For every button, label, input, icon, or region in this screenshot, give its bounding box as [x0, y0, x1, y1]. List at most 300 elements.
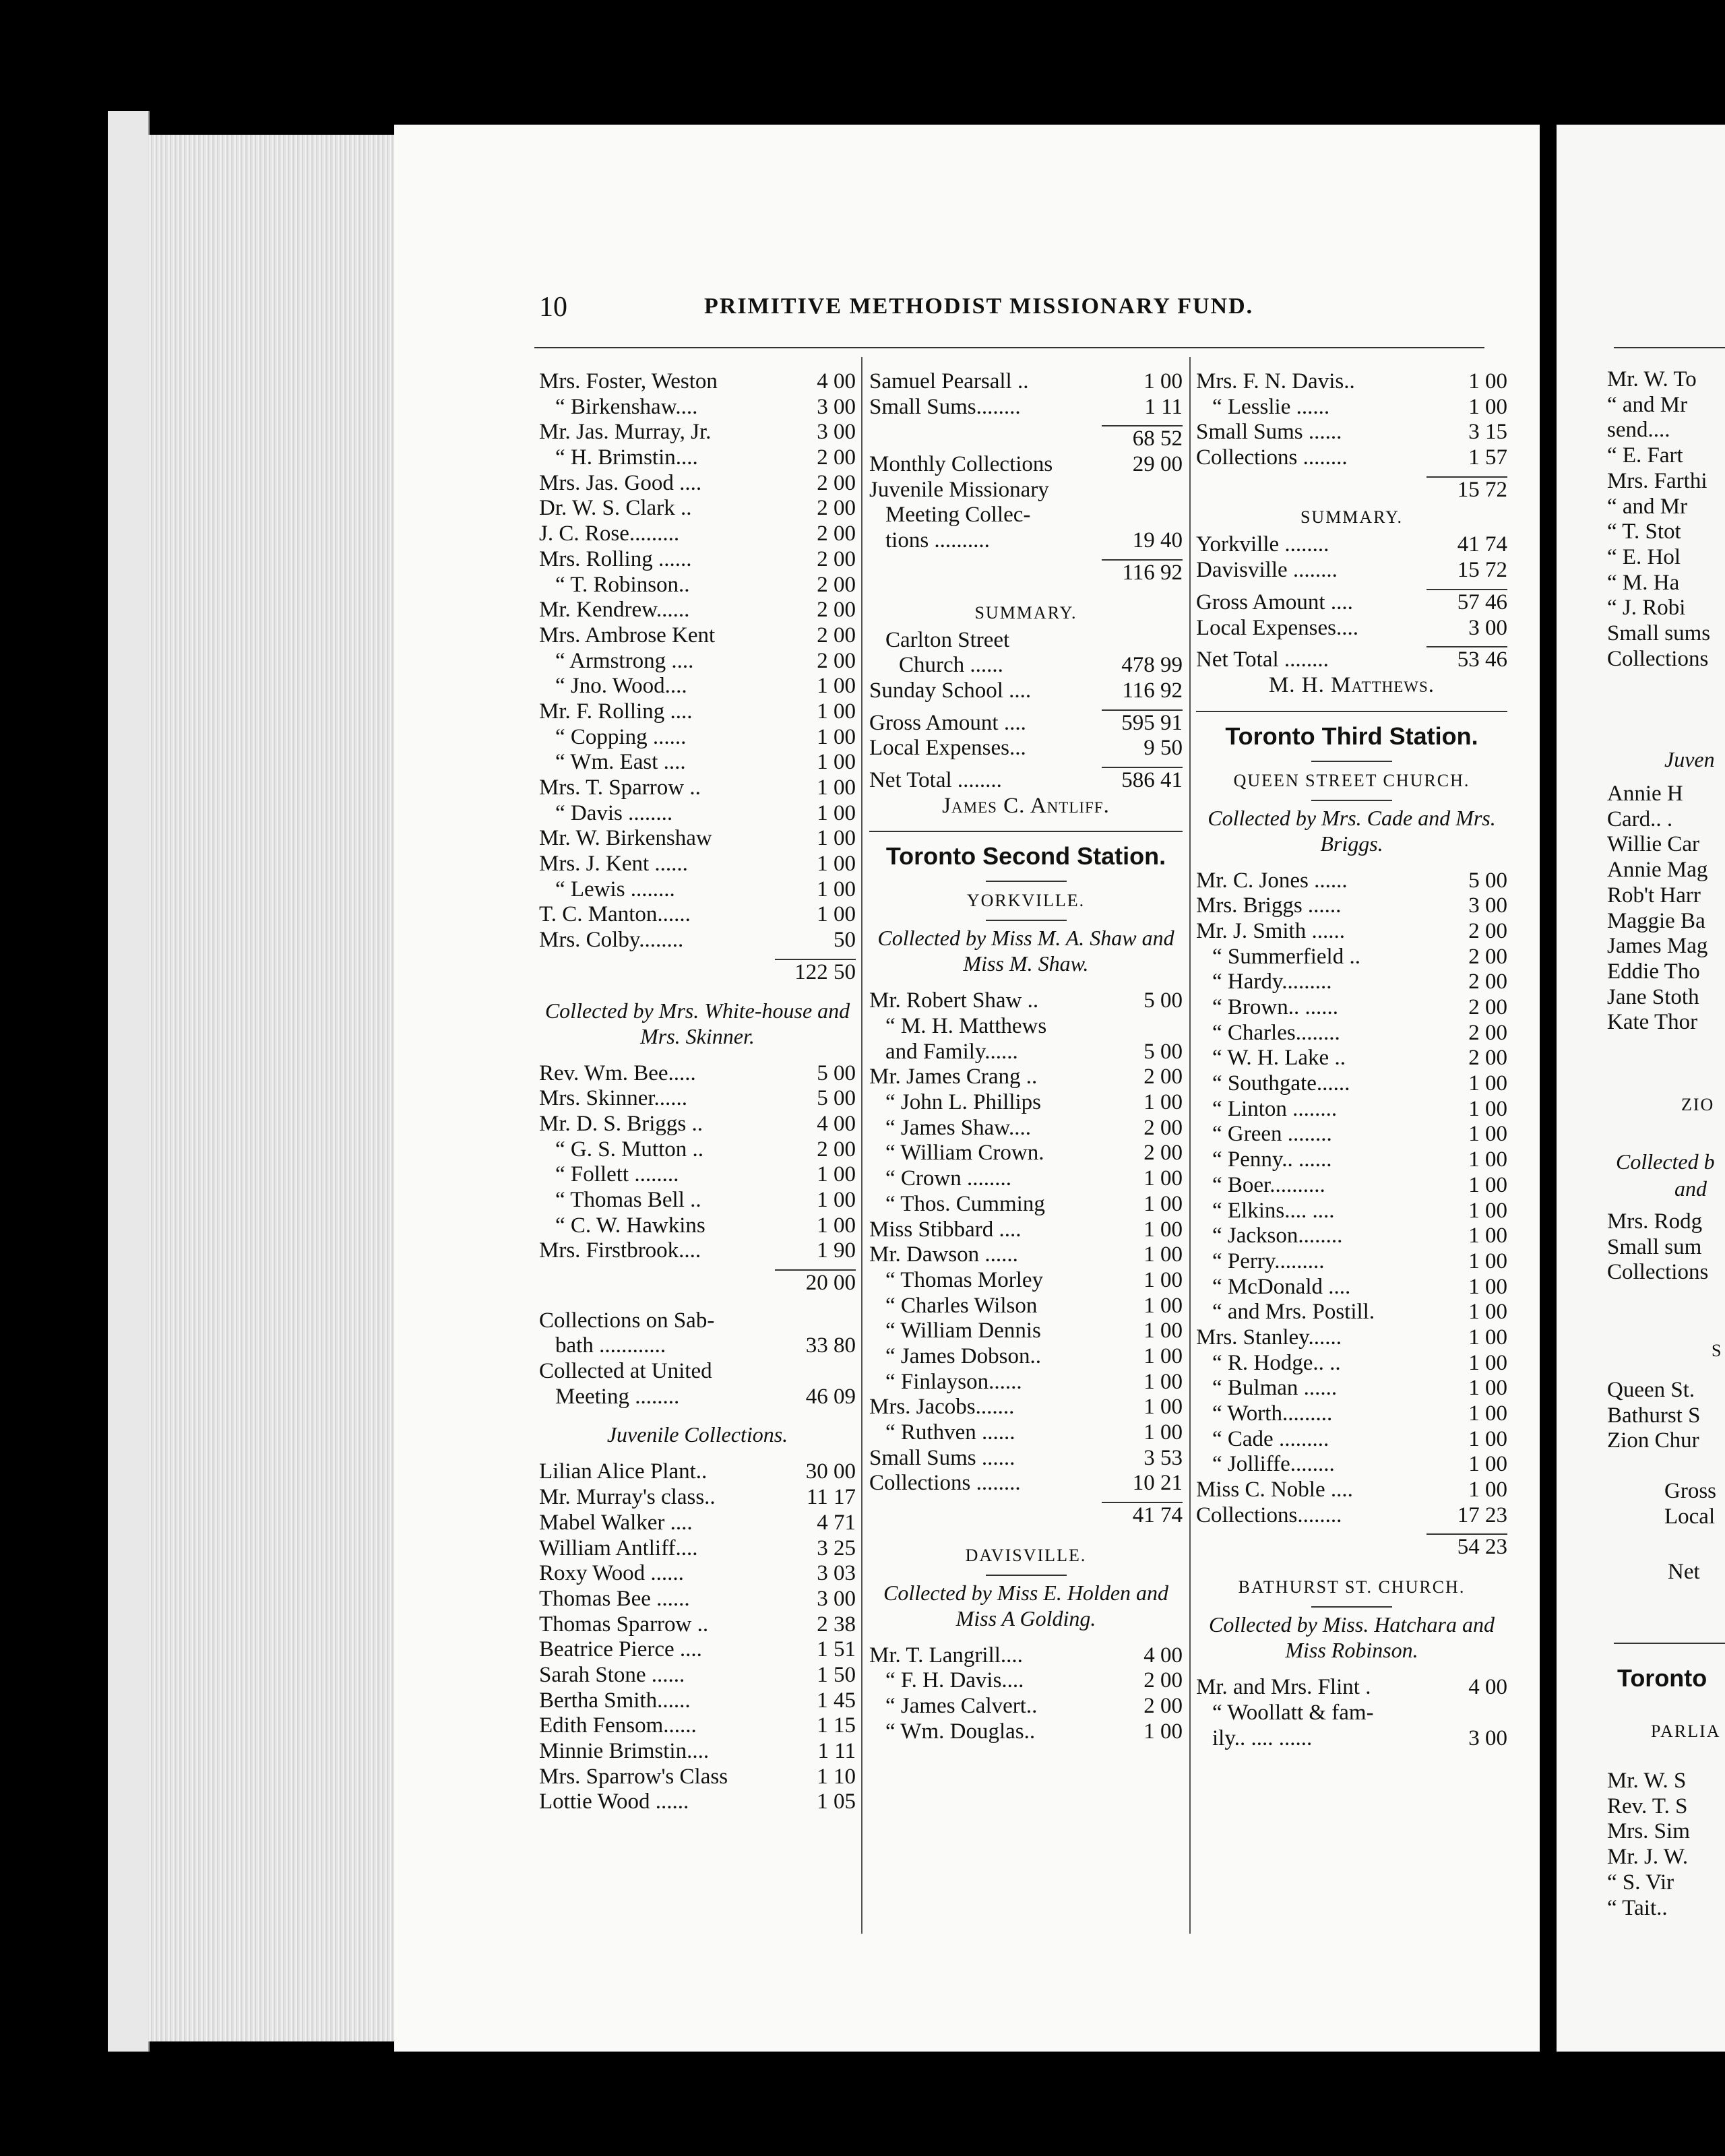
ledger-amount: 1 11 [1144, 394, 1183, 419]
ledger-name: Sarah Stone ...... [539, 1662, 685, 1687]
ledger-row [539, 445, 856, 471]
column-1 [539, 369, 856, 1815]
ledger-name: Mr. James Crang .. [869, 1065, 1038, 1089]
ledger-row [1196, 1478, 1507, 1503]
ledger-amount: 1 00 [1143, 1369, 1183, 1394]
ledger-amount: 3 00 [1468, 1725, 1507, 1750]
ledger-name: Miss Stibbard .... [869, 1217, 1022, 1242]
ledger-row [539, 1308, 856, 1334]
ledger-row [869, 653, 1183, 678]
station-heading: Toronto [1617, 1664, 1707, 1692]
ledger-name: “ Southgate...... [1212, 1071, 1350, 1096]
ledger-amount: 2 00 [817, 623, 856, 647]
ledger-name: “ Ruthven ...... [885, 1420, 1015, 1445]
ledger-row [1196, 420, 1507, 445]
total-row: 122 50 [794, 959, 856, 984]
ledger-row [869, 1719, 1183, 1745]
right-page-line: Rev. T. S [1607, 1794, 1688, 1818]
right-page-line: send.... [1607, 418, 1670, 443]
ledger-row [539, 649, 856, 674]
right-page-line: “ E. Hol [1607, 544, 1681, 569]
ledger-name: Meeting Collec- [885, 503, 1031, 528]
ledger-amount: 2 00 [1468, 970, 1507, 994]
ledger-amount: 1 00 [1468, 1248, 1507, 1273]
ledger-row [1196, 1249, 1507, 1275]
ledger-row [539, 573, 856, 598]
ledger-name: Collections........ [1196, 1502, 1342, 1527]
ledger-row [539, 1188, 856, 1213]
page-header [539, 291, 1348, 331]
ledger-name: “ Copping ...... [555, 724, 687, 749]
ledger-name: “ William Crown. [885, 1141, 1044, 1166]
right-page-line: “ J. Robi [1607, 596, 1686, 621]
right-page-line: Rob't Harr [1607, 883, 1701, 908]
ledger-amount: 3 00 [1468, 893, 1507, 918]
ledger-amount: 2 00 [1143, 1694, 1183, 1719]
ledger-row [1196, 1351, 1507, 1376]
ledger-row [1196, 1701, 1507, 1726]
ledger-row [539, 826, 856, 852]
church-heading: ZIO [1681, 1095, 1715, 1114]
ledger-name: ily.. .... ...... [1212, 1725, 1313, 1750]
ledger-row [539, 623, 856, 649]
ledger-name: “ H. Brimstin.... [555, 445, 698, 470]
ledger-row [1196, 445, 1507, 471]
ledger-row [1196, 590, 1507, 616]
ledger-row [1196, 919, 1507, 945]
right-lines-2 [1607, 782, 1707, 1036]
right-page-line: Mrs. Farthi [1607, 468, 1707, 493]
right-page-line: Eddie Tho [1607, 959, 1700, 984]
ledger-row [869, 1319, 1183, 1344]
ledger-name: Local Expenses.... [1196, 615, 1359, 640]
ledger-name: Miss C. Noble .... [1196, 1478, 1353, 1502]
ledger-row [539, 1213, 856, 1239]
right-lines-3 [1607, 1209, 1708, 1286]
ledger-amount: 595 91 [1121, 710, 1183, 735]
ledger-name: William Antliff.... [539, 1535, 698, 1560]
ledger-row [539, 1061, 856, 1087]
right-page-line: Card.. . [1607, 806, 1673, 831]
ledger-amount: 586 41 [1121, 767, 1183, 792]
ledger-amount: 1 00 [1468, 1274, 1507, 1299]
column-2 [869, 369, 1183, 1745]
right-page-line: Zion Chur [1607, 1428, 1699, 1453]
ledger-amount: 1 00 [817, 699, 856, 724]
ledger-amount: 4 00 [1468, 1675, 1507, 1700]
ledger-name: “ John L. Phillips [885, 1090, 1042, 1115]
ledger-row [539, 674, 856, 699]
ledger-amount: 1 00 [1468, 1478, 1507, 1502]
ledger-row [869, 1040, 1183, 1065]
right-page-line: Mrs. Rodg [1607, 1209, 1703, 1234]
ledger-amount: 3 00 [817, 420, 856, 445]
ledger-name: “ Perry......... [1212, 1248, 1325, 1273]
ledger-row [869, 1116, 1183, 1141]
ledger-name: Mrs. Stanley...... [1196, 1325, 1342, 1350]
rule [1614, 1643, 1725, 1644]
ledger-name: “ Cade ......... [1212, 1426, 1329, 1451]
ledger-name: “ Follett ........ [555, 1162, 679, 1187]
ledger-name: Mrs. T. Sparrow .. [539, 775, 701, 800]
ledger-amount: 1 00 [817, 724, 856, 749]
total-row: 116 92 [1122, 560, 1183, 585]
ledger-amount: 5 00 [1143, 988, 1183, 1013]
ledger-name: “ Bulman ...... [1212, 1376, 1338, 1401]
right-page-line: Collections [1607, 646, 1709, 671]
right-page-line: “ Tait.. [1607, 1895, 1668, 1920]
ledger-amount: 1 00 [1468, 369, 1507, 393]
ledger-amount: 1 00 [1143, 1267, 1183, 1292]
ledger-amount: 29 00 [1132, 452, 1183, 477]
ledger-amount: 2 00 [817, 1137, 856, 1162]
ledger-name: Mrs. Jas. Good .... [539, 470, 702, 495]
ledger-amount: 1 00 [1143, 1217, 1183, 1242]
right-lines-5 [1664, 1479, 1716, 1529]
ledger-name: Mrs. Colby........ [539, 928, 684, 953]
right-page-line: “ and Mr [1607, 494, 1688, 519]
ledger-row [539, 902, 856, 928]
right-page-line: Willie Car [1607, 832, 1700, 857]
ledger-name: bath ............ [555, 1333, 666, 1358]
collected-by: Collected by Miss M. A. Shaw and Miss M. Shaw. [877, 926, 1174, 976]
ledger-amount: 1 00 [1143, 1395, 1183, 1420]
ledger-row [1196, 1147, 1507, 1173]
ledger-row [869, 1420, 1183, 1446]
ledger-row [1196, 532, 1507, 558]
ledger-amount: 30 00 [805, 1459, 856, 1484]
ledger-name: “ Wm. Douglas.. [885, 1719, 1036, 1744]
ledger-name: Thomas Sparrow .. [539, 1612, 709, 1637]
ledger-amount: 5 00 [1143, 1039, 1183, 1064]
ledger-amount: 1 00 [1143, 1319, 1183, 1343]
ledger-row [1196, 1071, 1507, 1097]
church-heading: BATHURST ST. CHURCH. [1238, 1577, 1466, 1597]
right-page-line: Mr. J. W. [1607, 1845, 1689, 1870]
page-stack-edge [148, 135, 398, 2041]
ledger-amount: 5 00 [817, 1060, 856, 1085]
ledger-name: “ Davis ........ [555, 800, 673, 825]
ledger-row [539, 1587, 856, 1612]
ledger-row [539, 801, 856, 827]
ledger-amount: 1 00 [817, 1187, 856, 1212]
ledger-row [1196, 1726, 1507, 1752]
church-heading: DAVISVILLE. [965, 1545, 1087, 1565]
ledger-amount: 1 51 [817, 1637, 856, 1662]
ledger-row [539, 1713, 856, 1739]
ledger-name: Local Expenses... [869, 736, 1026, 761]
ledger-amount: 1 00 [817, 1162, 856, 1187]
total-row: 54 23 [1457, 1535, 1507, 1560]
ledger-row [539, 775, 856, 801]
ledger-name: “ Jackson........ [1212, 1224, 1343, 1248]
ledger-row [539, 471, 856, 497]
ledger-amount: 3 25 [817, 1535, 856, 1560]
right-lines-4 [1607, 1378, 1700, 1454]
ledger-row [869, 503, 1183, 528]
ledger-row [869, 1242, 1183, 1268]
right-page-line: Local [1664, 1504, 1716, 1529]
ledger-name: Collections ........ [1196, 445, 1348, 470]
page-number: 10 [539, 292, 567, 323]
ledger-row [1196, 1199, 1507, 1224]
ledger-name: Mr. Kendrew...... [539, 598, 690, 623]
total-row: 15 72 [1457, 477, 1507, 502]
ledger-amount: 1 15 [817, 1713, 856, 1738]
ledger-amount: 4 00 [817, 1111, 856, 1136]
right-page-line: Small sums [1607, 621, 1711, 646]
ledger-name: “ Birkenshaw.... [555, 394, 698, 419]
ledger-row [1196, 995, 1507, 1021]
ledger-amount: 46 09 [805, 1384, 856, 1409]
signature: M. H. Matthews. [1268, 672, 1435, 697]
ledger-row [869, 1643, 1183, 1669]
ledger-name: Mr. Murray's class.. [539, 1485, 716, 1510]
right-page-line: James Mag [1607, 934, 1708, 959]
ledger-amount: 2 00 [1468, 1046, 1507, 1071]
ledger-amount: 1 00 [1468, 1198, 1507, 1223]
ledger-amount: 478 99 [1121, 653, 1183, 678]
ledger-row [539, 1385, 856, 1410]
ledger-name: Church ...... [899, 653, 1003, 678]
ledger-amount: 1 00 [1468, 1401, 1507, 1426]
ledger-name: “ W. H. Lake .. [1212, 1046, 1346, 1071]
ledger-row [539, 1739, 856, 1765]
ledger-row [869, 711, 1183, 736]
ledger-amount: 2 00 [817, 521, 856, 546]
ledger-row [539, 1612, 856, 1638]
ledger-row [1196, 395, 1507, 420]
ledger-row [869, 369, 1183, 395]
ledger-name: “ Finlayson...... [885, 1369, 1022, 1394]
summary-heading: SUMMARY. [1300, 507, 1404, 528]
ledger-amount: 2 00 [817, 572, 856, 597]
ledger-row [869, 1014, 1183, 1040]
ledger-name: Meeting ........ [555, 1384, 680, 1409]
ledger-name: Gross Amount .... [869, 710, 1026, 735]
ledger-amount: 2 00 [1143, 1668, 1183, 1693]
summary-heading: S [1712, 1341, 1723, 1360]
ledger-name: Mrs. Briggs ...... [1196, 893, 1342, 918]
ledger-row [539, 1511, 856, 1536]
ledger-row [1196, 558, 1507, 583]
ledger-name: Mrs. Sparrow's Class [539, 1764, 728, 1789]
ledger-name: “ and Mrs. Postill. [1212, 1300, 1375, 1325]
ledger-amount: 4 00 [817, 369, 856, 393]
ledger-amount: 33 80 [805, 1333, 856, 1358]
column-3 [1196, 369, 1507, 1751]
ledger-row [869, 478, 1183, 503]
ledger-amount: 4 00 [1143, 1643, 1183, 1668]
ledger-row [539, 598, 856, 623]
ledger-name: “ Boer.......... [1212, 1172, 1325, 1197]
ledger-name: “ Hardy......... [1212, 970, 1332, 994]
ledger-amount: 3 53 [1143, 1445, 1183, 1470]
ledger-amount: 1 00 [1468, 1300, 1507, 1325]
ledger-row [539, 1459, 856, 1485]
ledger-amount: 1 00 [1143, 1420, 1183, 1445]
ledger-name: “ McDonald .... [1212, 1274, 1351, 1299]
ledger-row [539, 496, 856, 521]
ledger-name: Mr. Jas. Murray, Jr. [539, 420, 712, 445]
ledger-row [1196, 1275, 1507, 1300]
collected-by: Collected by Mrs. White-house and Mrs. Skinner. [544, 998, 850, 1048]
right-lines-1 [1607, 367, 1710, 672]
right-page-line: Annie Mag [1607, 858, 1708, 883]
ledger-name: Mrs. Jacobs....... [869, 1395, 1015, 1420]
ledger-amount: 1 00 [1468, 1426, 1507, 1451]
right-page-line: “ S. Vir [1607, 1870, 1674, 1895]
ledger-row [1196, 1376, 1507, 1401]
ledger-amount: 3 00 [817, 1586, 856, 1611]
ledger-row [539, 1663, 856, 1688]
ledger-name: “ Charles Wilson [885, 1293, 1038, 1318]
ledger-name: Carlton Street [885, 627, 1010, 652]
right-page-line: “ M. Ha [1607, 570, 1680, 595]
ledger-name: “ Penny.. ...... [1212, 1147, 1332, 1172]
ledger-amount: 1 00 [1468, 1096, 1507, 1121]
ledger-row [1196, 1427, 1507, 1453]
ledger-row [1196, 1173, 1507, 1199]
ledger-amount: 1 00 [1143, 1191, 1183, 1216]
collected-by: Collected by Mrs. Cade and Mrs. Briggs. [1208, 805, 1496, 856]
ledger-amount: 1 00 [1468, 1350, 1507, 1375]
ledger-row [1196, 1046, 1507, 1071]
ledger-name: “ Linton ........ [1212, 1096, 1338, 1121]
ledger-row [869, 1065, 1183, 1090]
ledger-name: Mr. F. Rolling .... [539, 699, 693, 724]
ledger-name: Collected at United [539, 1359, 712, 1384]
ledger-amount: 1 00 [1143, 1242, 1183, 1267]
ledger-row [1196, 1300, 1507, 1325]
ledger-name: “ Crown ........ [885, 1166, 1011, 1191]
ledger-row [1196, 1325, 1507, 1351]
ledger-name: “ Worth......... [1212, 1401, 1333, 1426]
ledger-row [539, 547, 856, 573]
ledger-name: Mrs. Rolling ...... [539, 546, 692, 571]
ledger-row [539, 928, 856, 953]
ledger-name: Lottie Wood ...... [539, 1789, 689, 1814]
church-heading: PARLIA [1651, 1721, 1721, 1741]
ledger-row [869, 768, 1183, 794]
right-page-line: Small sum [1607, 1234, 1702, 1259]
right-page-line: “ T. Stot [1607, 519, 1681, 544]
ledger-row [1196, 1503, 1507, 1529]
ledger-name: Mr. W. Birkenshaw [539, 826, 712, 851]
ledger-amount: 9 50 [1143, 736, 1183, 761]
ledger-name: Mrs. J. Kent ...... [539, 852, 688, 877]
page-title: PRIMITIVE METHODIST MISSIONARY FUND. [704, 294, 1254, 319]
ledger-amount: 1 00 [817, 1213, 856, 1238]
ledger-row [539, 521, 856, 547]
right-page-line: Queen St. [1607, 1378, 1695, 1402]
ledger-name: “ James Shaw.... [885, 1115, 1031, 1140]
ledger-name: “ Armstrong .... [555, 648, 694, 673]
right-page-line: “ E. Fart [1607, 443, 1683, 468]
ledger-row [869, 1668, 1183, 1694]
ledger-row [869, 1090, 1183, 1116]
ledger-row [869, 395, 1183, 420]
ledger-name: tions .......... [885, 528, 990, 553]
ledger-name: Mabel Walker .... [539, 1510, 693, 1535]
ledger-amount [1105, 503, 1183, 528]
ledger-name: “ Thos. Cumming [885, 1191, 1045, 1216]
ledger-amount: 2 00 [817, 470, 856, 495]
ledger-row [869, 1344, 1183, 1370]
ledger-row [539, 699, 856, 725]
church-heading: QUEEN STREET CHURCH. [1233, 770, 1470, 790]
ledger-row [1196, 945, 1507, 970]
ledger-row [539, 1637, 856, 1663]
ledger-amount: 2 00 [1143, 1141, 1183, 1166]
ledger-amount: 2 00 [817, 598, 856, 623]
ledger-name: “ M. H. Matthews [885, 1014, 1047, 1039]
ledger-name: Small Sums ...... [1196, 420, 1342, 445]
ledger-name: Sunday School .... [869, 678, 1032, 703]
right-page-line: Collections [1607, 1260, 1709, 1285]
ledger-amount: 2 00 [817, 496, 856, 521]
ledger-row [1196, 647, 1507, 673]
right-page-line: Maggie Ba [1607, 908, 1705, 933]
ledger-name: “ James Calvert.. [885, 1694, 1038, 1719]
station-heading: Toronto Second Station. [869, 831, 1183, 877]
ledger-name: Mr. J. Smith ...... [1196, 918, 1345, 943]
ledger-name: Mr. D. S. Briggs .. [539, 1111, 703, 1136]
station-heading: Toronto Third Station. [1196, 711, 1507, 757]
ledger-amount [1430, 1701, 1507, 1726]
ledger-name: “ C. W. Hawkins [555, 1213, 705, 1238]
ledger-name: “ G. S. Mutton .. [555, 1137, 704, 1162]
signature: James C. Antliff. [942, 793, 1110, 818]
ledger-name: “ Woollatt & fam- [1212, 1700, 1374, 1725]
ledger-row [539, 852, 856, 877]
right-page-line: Annie H [1607, 782, 1683, 806]
ledger-amount: 3 15 [1468, 420, 1507, 445]
ledger-amount: 3 00 [817, 394, 856, 419]
juvenile-heading: Juven [1664, 747, 1715, 771]
ledger-name: “ Green ........ [1212, 1122, 1332, 1147]
ledger-name: Thomas Bee ...... [539, 1586, 690, 1611]
ledger-row [869, 1370, 1183, 1395]
ledger-row [539, 1359, 856, 1385]
ledger-amount: 53 46 [1457, 647, 1507, 672]
ledger-name: “ Lesslie ...... [1212, 394, 1330, 419]
ledger-row [539, 395, 856, 420]
ledger-amount: 1 00 [817, 775, 856, 800]
ledger-name: Small Sums........ [869, 394, 1021, 419]
ledger-row [539, 1137, 856, 1163]
ledger-name: Dr. W. S. Clark .. [539, 496, 692, 521]
ledger-amount: 1 00 [1143, 1166, 1183, 1191]
ledger-name: Lilian Alice Plant.. [539, 1459, 708, 1484]
ledger-amount: 1 00 [817, 902, 856, 927]
collected-by: Collected b [1616, 1149, 1715, 1174]
ledger-name: “ James Dobson.. [885, 1343, 1041, 1368]
ledger-amount: 1 00 [1468, 1325, 1507, 1350]
ledger-amount: 116 92 [1122, 678, 1183, 703]
ledger-name: Davisville ........ [1196, 558, 1338, 583]
ledger-amount: 1 00 [1468, 1122, 1507, 1147]
ledger-row [1196, 893, 1507, 919]
ledger-amount: 2 00 [817, 648, 856, 673]
collected-by: and [1674, 1176, 1707, 1201]
ledger-row [539, 1536, 856, 1562]
right-lines-6 [1607, 1769, 1690, 1921]
column-divider [861, 357, 862, 1934]
ledger-amount: 1 00 [817, 852, 856, 877]
church-heading: YORKVILLE. [966, 891, 1086, 911]
ledger-name: Yorkville ........ [1196, 532, 1329, 557]
